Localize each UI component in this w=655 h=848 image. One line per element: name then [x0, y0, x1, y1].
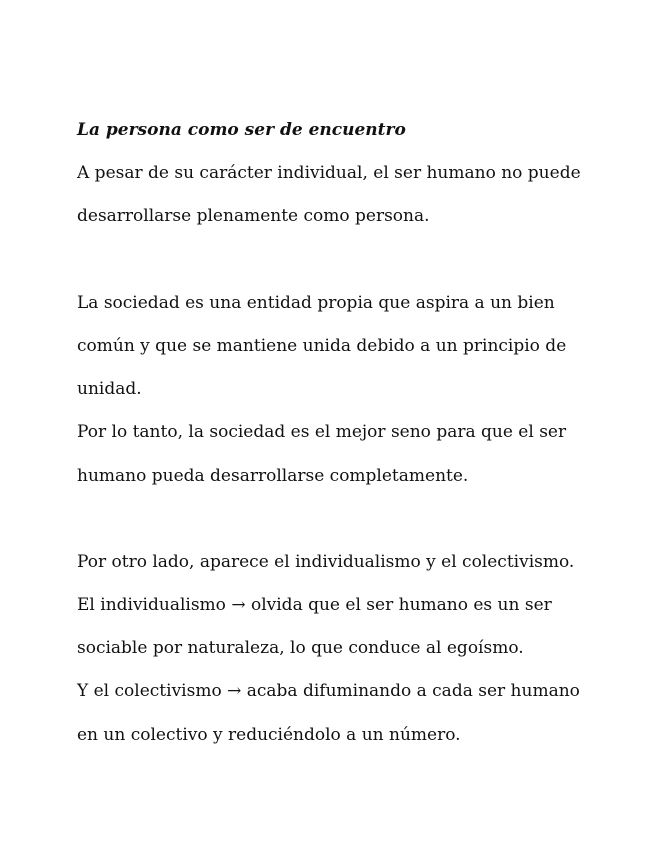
text-line: A pesar de su carácter individual, el ser humano no puede	[77, 163, 581, 184]
text-line: El individualismo → olvida que el ser humano es un ser	[77, 595, 552, 616]
text-line: desarrollarse plenamente como persona.	[77, 206, 430, 227]
text-line: La sociedad es una entidad propia que aspira a un bien	[77, 292, 555, 313]
blank-line	[77, 501, 597, 544]
text-line: Por otro lado, aparece el individualismo y el colectivismo.	[77, 551, 575, 572]
blank-line	[77, 242, 597, 285]
document-title: La persona como ser de encuentro	[77, 120, 406, 140]
text-line: sociable por naturaleza, lo que conduce al egoísmo.	[77, 638, 524, 659]
text-line: en un colectivo y reduciéndolo a un número.	[77, 724, 461, 745]
document-body	[77, 112, 597, 760]
text-line: Y el colectivismo → acaba difuminando a cada ser humano	[77, 681, 580, 702]
text-line: humano pueda desarrollarse completamente.	[77, 465, 469, 486]
text-line: unidad.	[77, 379, 142, 400]
text-line: Por lo tanto, la sociedad es el mejor seno para que el ser	[77, 422, 567, 443]
text-line: común y que se mantiene unida debido a un principio de	[77, 335, 567, 356]
